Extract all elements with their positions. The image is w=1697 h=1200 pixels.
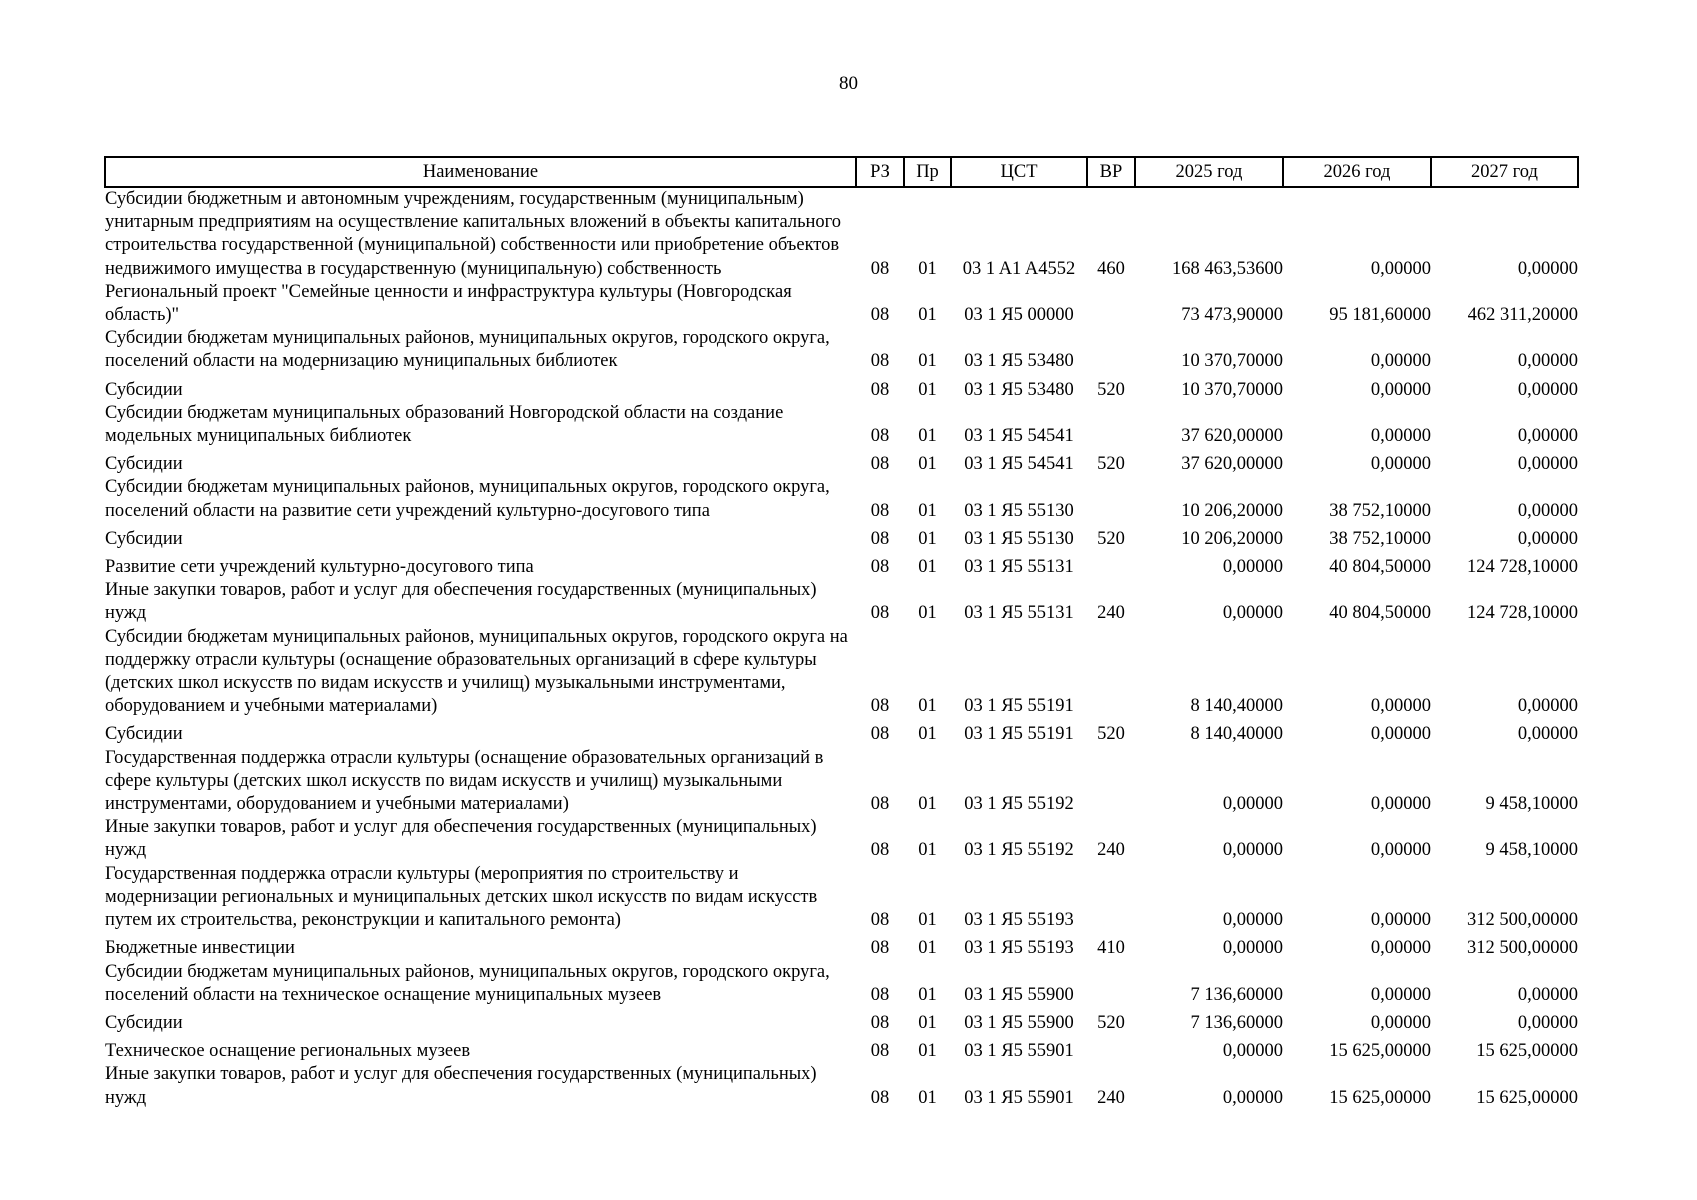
cell-2025: 10 206,20000 [1181, 528, 1283, 549]
cell-2027: 0,00000 [1517, 984, 1578, 1005]
cell-cst: 03 1 Я5 55192 [964, 794, 1074, 815]
table-row [105, 816, 1578, 862]
cell-pr: 01 [918, 258, 937, 279]
cell-cst: 03 1 Я5 55131 [964, 557, 1074, 578]
cell-pr: 01 [918, 794, 937, 815]
table-row [105, 932, 1578, 960]
table-row [105, 402, 1578, 448]
cell-rz: 08 [870, 379, 890, 400]
cell-2025: 73 473,90000 [1181, 305, 1283, 326]
table-row [105, 1035, 1578, 1063]
cell-name: Государственная поддержка отрасли культуры (оснащение образовательных организаций в сфере культуры (детских школ искусств по видам искусств и училищ) музыкальными инструментами, оборудованием и учебными материалами) [105, 747, 824, 815]
cell-rz: 08 [870, 984, 890, 1005]
table-body [105, 187, 1578, 1110]
table-row [105, 327, 1578, 373]
cell-pr: 01 [918, 351, 937, 372]
header-vr: ВР [1087, 157, 1135, 187]
cell-pr: 01 [918, 379, 937, 400]
cell-2026: 0,00000 [1370, 938, 1431, 959]
cell-name: Иные закупки товаров, работ и услуг для обеспечения государственных (муниципальных) нужд [105, 817, 817, 861]
cell-rz: 08 [870, 258, 890, 279]
cell-2026: 0,00000 [1370, 379, 1431, 400]
table-row [105, 1063, 1578, 1109]
table-row [105, 747, 1578, 817]
cell-cst: 03 1 Я5 55130 [964, 500, 1074, 521]
cell-vr: 520 [1097, 454, 1125, 475]
cell-2027: 0,00000 [1517, 696, 1578, 717]
cell-2026: 38 752,10000 [1329, 528, 1431, 549]
cell-rz: 08 [870, 454, 890, 475]
cell-2025: 37 620,00000 [1181, 426, 1283, 447]
cell-vr [1087, 747, 1135, 817]
cell-2025: 0,00000 [1222, 1087, 1283, 1108]
cell-name: Субсидии бюджетам муниципальных районов, муниципальных округов, городского округа, поселений области на техническое оснащение муниципальных музеев [105, 961, 830, 1005]
cell-rz: 08 [870, 1012, 890, 1033]
cell-rz: 08 [870, 528, 890, 549]
cell-cst: 03 1 Я5 55193 [964, 938, 1074, 959]
cell-pr: 01 [918, 724, 937, 745]
cell-vr [1087, 281, 1135, 327]
cell-pr: 01 [918, 426, 937, 447]
cell-2026: 95 181,60000 [1329, 305, 1431, 326]
cell-name: Субсидии бюджетам муниципальных районов, муниципальных округов, городского округа на поддержку отрасли культуры (оснащение образовательных организаций в сфере культуры (детских школ искусств по видам искусств и училищ) музыкальными инструментами, оборудованием и учебными материалами) [105, 626, 848, 717]
cell-2026: 0,00000 [1370, 724, 1431, 745]
table-row [105, 187, 1578, 281]
cell-2026: 0,00000 [1370, 794, 1431, 815]
cell-2026: 0,00000 [1370, 426, 1431, 447]
cell-2027: 0,00000 [1517, 351, 1578, 372]
cell-2026: 0,00000 [1370, 696, 1431, 717]
cell-2026: 15 625,00000 [1329, 1041, 1431, 1062]
cell-2027: 9 458,10000 [1485, 794, 1578, 815]
table-row [105, 281, 1578, 327]
cell-cst: 03 1 Я5 53480 [964, 379, 1074, 400]
cell-name: Государственная поддержка отрасли культуры (мероприятия по строительству и модернизации региональных и муниципальных детских школ искусств по видам искусств путем их строительства, реконструкции и капитального ремонта) [105, 863, 818, 931]
cell-name: Субсидии [105, 1012, 183, 1033]
cell-pr: 01 [918, 603, 937, 624]
cell-name: Техническое оснащение региональных музеев [105, 1041, 471, 1062]
cell-2027: 15 625,00000 [1476, 1041, 1578, 1062]
header-pr: Пр [904, 157, 951, 187]
cell-name: Субсидии бюджетам муниципальных образований Новгородской области на создание модельных муниципальных библиотек [105, 402, 784, 447]
cell-cst: 03 1 Я5 55901 [964, 1041, 1074, 1062]
cell-name: Субсидии бюджетам муниципальных районов, муниципальных округов, городского округа, поселений области на развитие сети учреждений культурно-досугового типа [105, 477, 830, 521]
cell-2027: 0,00000 [1517, 1012, 1578, 1033]
table-row [105, 961, 1578, 1007]
cell-pr: 01 [918, 1087, 937, 1108]
cell-vr [1087, 626, 1135, 719]
header-row [105, 157, 1578, 187]
table-header [105, 157, 1578, 187]
cell-pr: 01 [918, 528, 937, 549]
cell-2025: 7 136,60000 [1190, 1012, 1283, 1033]
cell-2027: 0,00000 [1517, 426, 1578, 447]
cell-pr: 01 [918, 910, 937, 931]
cell-pr: 01 [918, 454, 937, 475]
table-row [105, 1007, 1578, 1035]
cell-vr: 240 [1097, 603, 1125, 624]
cell-2025: 0,00000 [1222, 603, 1283, 624]
cell-2026: 0,00000 [1370, 910, 1431, 931]
cell-2027: 124 728,10000 [1467, 603, 1578, 624]
cell-cst: 03 1 Я5 55192 [964, 840, 1074, 861]
cell-name: Субсидии [105, 454, 183, 475]
cell-pr: 01 [918, 938, 937, 959]
budget-table [104, 156, 1579, 1110]
cell-name: Иные закупки товаров, работ и услуг для обеспечения государственных (муниципальных) нужд [105, 1064, 817, 1108]
table-row [105, 863, 1578, 933]
cell-pr: 01 [918, 305, 937, 326]
cell-2026: 40 804,50000 [1329, 603, 1431, 624]
header-cst: ЦСТ [951, 157, 1087, 187]
header-2026: 2026 год [1283, 157, 1431, 187]
cell-2025: 168 463,53600 [1172, 258, 1283, 279]
cell-vr [1087, 961, 1135, 1007]
table-row [105, 374, 1578, 402]
page-number: 80 [839, 73, 858, 94]
cell-2025: 0,00000 [1222, 938, 1283, 959]
cell-rz: 08 [870, 910, 890, 931]
cell-rz: 08 [870, 1087, 890, 1108]
cell-2025: 10 370,70000 [1181, 379, 1283, 400]
cell-vr: 410 [1097, 938, 1125, 959]
table-row [105, 523, 1578, 551]
cell-2027: 15 625,00000 [1476, 1087, 1578, 1108]
cell-name: Субсидии [105, 528, 183, 549]
cell-2025: 10 206,20000 [1181, 500, 1283, 521]
cell-vr [1087, 551, 1135, 579]
cell-cst: 03 1 A1 A4552 [962, 258, 1076, 279]
cell-2027: 9 458,10000 [1485, 840, 1578, 861]
cell-pr: 01 [918, 1041, 937, 1062]
cell-rz: 08 [870, 840, 890, 861]
cell-2026: 0,00000 [1370, 351, 1431, 372]
cell-pr: 01 [918, 696, 937, 717]
table-row [105, 551, 1578, 579]
cell-rz: 08 [870, 426, 890, 447]
cell-rz: 08 [870, 938, 890, 959]
cell-cst: 03 1 Я5 55900 [964, 1012, 1074, 1033]
cell-name: Субсидии бюджетам муниципальных районов, муниципальных округов, городского округа, поселений области на модернизацию муниципальных библиотек [105, 328, 830, 372]
cell-vr: 240 [1097, 1087, 1125, 1108]
cell-vr: 240 [1097, 840, 1125, 861]
cell-2025: 10 370,70000 [1181, 351, 1283, 372]
cell-2026: 38 752,10000 [1329, 500, 1431, 521]
cell-vr [1087, 476, 1135, 522]
cell-rz: 08 [870, 794, 890, 815]
cell-2025: 0,00000 [1222, 557, 1283, 578]
cell-cst: 03 1 Я5 54541 [964, 426, 1074, 447]
cell-cst: 03 1 Я5 55131 [964, 603, 1074, 624]
cell-name: Иные закупки товаров, работ и услуг для обеспечения государственных (муниципальных) нужд [105, 580, 817, 624]
cell-2027: 312 500,00000 [1467, 910, 1578, 931]
cell-rz: 08 [870, 696, 890, 717]
cell-2027: 124 728,10000 [1467, 557, 1578, 578]
cell-vr [1087, 1035, 1135, 1063]
cell-2027: 312 500,00000 [1467, 938, 1578, 959]
cell-vr: 520 [1097, 379, 1125, 400]
cell-cst: 03 1 Я5 53480 [964, 351, 1074, 372]
cell-rz: 08 [870, 351, 890, 372]
table-row [105, 626, 1578, 719]
cell-cst: 03 1 Я5 55191 [964, 724, 1074, 745]
cell-2027: 0,00000 [1517, 724, 1578, 745]
header-2027: 2027 год [1431, 157, 1578, 187]
cell-vr: 520 [1097, 724, 1125, 745]
cell-2025: 8 140,40000 [1190, 724, 1283, 745]
cell-rz: 08 [870, 1041, 890, 1062]
cell-2025: 0,00000 [1222, 840, 1283, 861]
table-row [105, 448, 1578, 476]
cell-rz: 08 [870, 500, 890, 521]
cell-vr: 520 [1097, 1012, 1125, 1033]
cell-pr: 01 [918, 557, 937, 578]
cell-vr [1087, 327, 1135, 373]
cell-pr: 01 [918, 840, 937, 861]
cell-2026: 0,00000 [1370, 840, 1431, 861]
cell-pr: 01 [918, 984, 937, 1005]
cell-cst: 03 1 Я5 55193 [964, 910, 1074, 931]
table-row [105, 718, 1578, 746]
header-name: Наименование [105, 157, 856, 187]
cell-2026: 15 625,00000 [1329, 1087, 1431, 1108]
header-rz: РЗ [856, 157, 904, 187]
cell-name: Бюджетные инвестиции [105, 938, 295, 959]
cell-2025: 0,00000 [1222, 794, 1283, 815]
cell-2026: 0,00000 [1370, 454, 1431, 475]
cell-2027: 462 311,20000 [1467, 305, 1578, 326]
cell-2025: 7 136,60000 [1190, 984, 1283, 1005]
cell-pr: 01 [918, 1012, 937, 1033]
cell-2025: 0,00000 [1222, 1041, 1283, 1062]
table-row [105, 476, 1578, 522]
cell-vr [1087, 402, 1135, 448]
header-2025: 2025 год [1135, 157, 1283, 187]
cell-cst: 03 1 Я5 54541 [964, 454, 1074, 475]
cell-cst: 03 1 Я5 00000 [964, 305, 1074, 326]
cell-2026: 0,00000 [1370, 1012, 1431, 1033]
cell-name: Субсидии [105, 379, 183, 400]
cell-name: Региональный проект "Семейные ценности и инфраструктура культуры (Новгородская область)" [105, 281, 792, 326]
cell-2027: 0,00000 [1517, 258, 1578, 279]
cell-cst: 03 1 Я5 55901 [964, 1087, 1074, 1108]
cell-2026: 40 804,50000 [1329, 557, 1431, 578]
cell-2026: 0,00000 [1370, 258, 1431, 279]
cell-cst: 03 1 Я5 55130 [964, 528, 1074, 549]
cell-name: Развитие сети учреждений культурно-досугового типа [105, 557, 534, 578]
cell-rz: 08 [870, 557, 890, 578]
cell-rz: 08 [870, 724, 890, 745]
cell-cst: 03 1 Я5 55900 [964, 984, 1074, 1005]
cell-2025: 8 140,40000 [1190, 696, 1283, 717]
cell-2025: 0,00000 [1222, 910, 1283, 931]
cell-name: Субсидии бюджетным и автономным учреждениям, государственным (муниципальным) унитарным предприятиям на осуществление капитальных вложений в объекты капитального строительства государственной (муниципальной) собственности или приобретение объектов недвижимого имущества в государственную (муниципальную) собственность [105, 189, 842, 279]
cell-2027: 0,00000 [1517, 528, 1578, 549]
cell-rz: 08 [870, 603, 890, 624]
cell-vr: 460 [1097, 258, 1125, 279]
cell-name: Субсидии [105, 724, 183, 745]
table-row [105, 579, 1578, 625]
cell-2027: 0,00000 [1517, 454, 1578, 475]
cell-vr [1087, 863, 1135, 933]
cell-2026: 0,00000 [1370, 984, 1431, 1005]
cell-2025: 37 620,00000 [1181, 454, 1283, 475]
cell-rz: 08 [870, 305, 890, 326]
cell-pr: 01 [918, 500, 937, 521]
cell-vr: 520 [1097, 528, 1125, 549]
cell-2027: 0,00000 [1517, 500, 1578, 521]
cell-cst: 03 1 Я5 55191 [964, 696, 1074, 717]
cell-2027: 0,00000 [1517, 379, 1578, 400]
